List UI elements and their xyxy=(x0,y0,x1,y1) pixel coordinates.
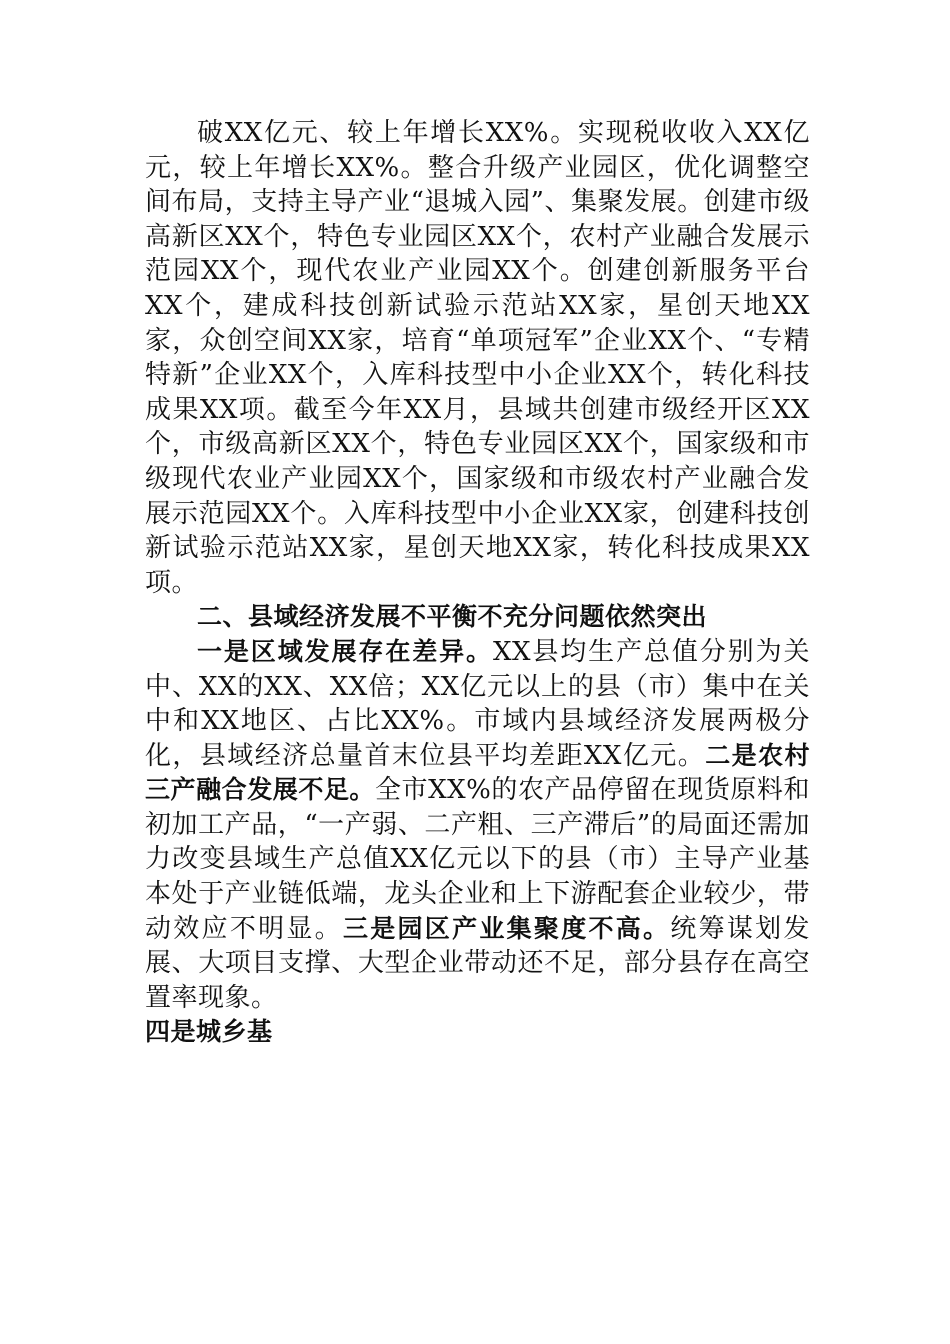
point-1-text: XX县均生产总值分别为关中、XX的XX、XX倍；XX亿元以上的县（市）集中在关中和XX地区、占比XX%。市域内县域经济发展两极分化，县域经济总量首末位县平均差距XX亿元。 xyxy=(145,636,810,771)
point-2-lead: 二是农村三产融合发展不足。 xyxy=(145,740,810,805)
point-4-lead: 四是城乡基 xyxy=(145,1017,273,1047)
point-2-text: 全市XX%的农产品停留在现货原料和初加工产品，“一产弱、二产粗、三产滞后”的局面还需加力改变县域生产总值XX亿元以下的县（市）主导产业基本处于产业链低端，龙头企业和上下游配套企业较少，带动效应不明显。 xyxy=(145,775,810,944)
section-heading-2: 二、县域经济发展不平衡不充分问题依然突出 xyxy=(197,602,708,632)
paragraph-achievements xyxy=(145,116,810,600)
paragraph-continued xyxy=(145,1015,810,1050)
point-1-lead: 一是区域发展存在差异。 xyxy=(197,636,493,666)
point-3-lead: 三是园区产业集聚度不高。 xyxy=(342,913,671,943)
paragraph-problems xyxy=(145,635,810,1016)
point-3-text: 统筹谋划发展、大项目支撑、大型企业带动还不足，部分县存在高空置率现象。 xyxy=(145,913,810,1013)
document-body xyxy=(145,116,810,1050)
paragraph-achievements-text: 破XX亿元、较上年增长XX%。实现税收收入XX亿元，较上年增长XX%。整合升级产业园区，优化调整空间布局，支持主导产业“退城入园”、集聚发展。创建市级高新区XX个，特色专业园区XX个，农村产业融合发展示范园XX个，现代农业产业园XX个。创建创新服务平台XX个，建成科技创新试验示范站XX家，星创天地XX家，众创空间XX家，培育“单项冠军”企业XX个、“专精特新”企业XX个，入库科技型中小企业XX个，转化科技成果XX项。截至今年XX月，县域共创建市级经开区XX个，市级高新区XX个，特色专业园区XX个，国家级和市级现代农业产业园XX个，国家级和市级农村产业融合发展示范园XX个。入库科技型中小企业XX家，创建科技创新试验示范站XX家，星创天地XX家，转化科技成果XX项。 xyxy=(145,118,810,598)
